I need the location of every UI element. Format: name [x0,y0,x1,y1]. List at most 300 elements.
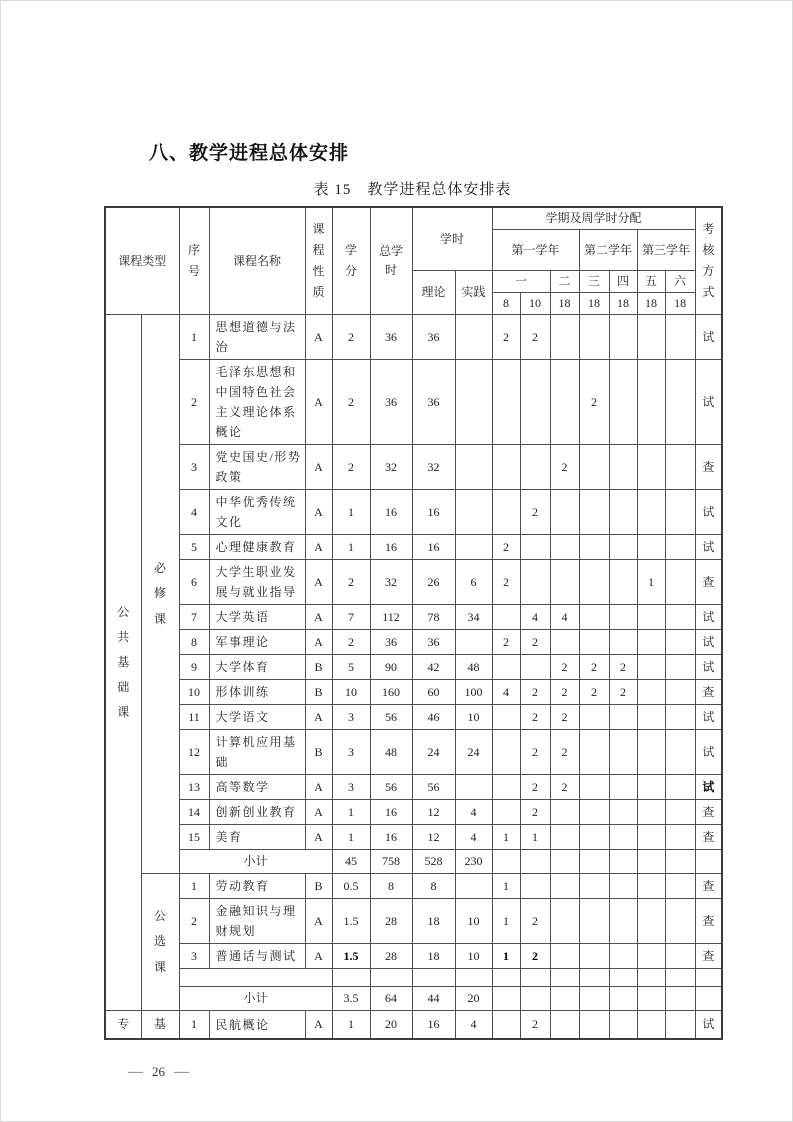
course-row [105,680,722,705]
nature-cell: A [305,490,332,535]
credits-cell: 1 [332,800,370,825]
theory-hours-cell: 18 [412,944,455,969]
theory-hours-cell: 60 [412,680,455,705]
header-course-type: 课程类型 [105,207,179,315]
seq-cell: 3 [179,944,209,969]
semester-hours-cell: 2 [550,680,579,705]
seq-cell: 2 [179,899,209,944]
semester-hours-cell [579,850,609,874]
semester-hours-cell [492,850,520,874]
semester-hours-cell: 2 [520,680,550,705]
header-credits-label: 学分 [345,243,358,278]
theory-hours-cell: 8 [412,874,455,899]
semester-hours-cell [579,535,609,560]
nature-cell: A [305,360,332,445]
header-week-hours-3: 18 [550,293,579,315]
header-sem-5: 五 [637,271,665,293]
header-assessment-label: 考核方式 [702,222,715,299]
semester-hours-cell: 2 [609,680,637,705]
course-subtype-cell-label: 必修课 [153,561,166,626]
semester-hours-cell [609,969,637,987]
semester-hours-cell [492,360,520,445]
total-hours-cell: 36 [370,315,412,360]
semester-hours-cell: 1 [492,825,520,850]
assessment-cell: 查 [695,560,722,605]
semester-hours-cell [550,944,579,969]
course-name-cell: 大学英语 [209,605,305,630]
assessment-cell: 查 [695,680,722,705]
semester-hours-cell: 2 [492,560,520,605]
theory-hours-cell: 56 [412,775,455,800]
semester-hours-cell [665,969,695,987]
theory-hours-cell: 528 [412,850,455,874]
course-row [105,630,722,655]
semester-hours-cell [609,800,637,825]
assessment-cell: 试 [695,705,722,730]
semester-hours-cell [579,705,609,730]
credits-cell: 0.5 [332,874,370,899]
header-week-hours-1: 8 [492,293,520,315]
page-number [128,1064,189,1080]
course-name-cell: 军事理论 [209,630,305,655]
credits-cell: 2 [332,445,370,490]
theory-hours-cell: 12 [412,825,455,850]
course-name-cell: 中华优秀传统文化 [209,490,305,535]
header-year-2: 第二学年 [579,230,637,271]
course-row [105,560,722,605]
course-name-cell: 思想道德与法治 [209,315,305,360]
credits-cell: 1.5 [332,944,370,969]
credits-cell: 1 [332,535,370,560]
semester-hours-cell [579,560,609,605]
header-course-nature [305,207,332,315]
total-hours-cell: 48 [370,730,412,775]
semester-hours-cell [637,850,665,874]
semester-hours-cell: 1 [492,944,520,969]
semester-hours-cell [492,775,520,800]
semester-hours-cell [550,1011,579,1040]
header-week-hours-5: 18 [609,293,637,315]
assessment-cell [695,850,722,874]
semester-hours-cell [609,445,637,490]
semester-hours-cell: 2 [520,490,550,535]
theory-hours-cell: 16 [412,490,455,535]
subtotal-row [105,850,722,874]
seq-cell: 14 [179,800,209,825]
semester-hours-cell [550,490,579,535]
practice-hours-cell [455,490,492,535]
semester-hours-cell [520,874,550,899]
course-subtype-cell [141,874,179,1011]
semester-hours-cell: 4 [492,680,520,705]
assessment-cell: 查 [695,944,722,969]
header-sem-4: 四 [609,271,637,293]
header-assessment [695,207,722,315]
semester-hours-cell: 2 [520,1011,550,1040]
header-total-hours-label: 总学时 [379,243,404,277]
course-name-cell: 计算机应用基础 [209,730,305,775]
semester-hours-cell [609,605,637,630]
nature-cell: A [305,535,332,560]
semester-hours-cell [665,987,695,1011]
semester-hours-cell: 2 [520,705,550,730]
seq-cell: 15 [179,825,209,850]
spacer-cell [179,969,332,987]
assessment-cell [695,987,722,1011]
course-name-cell: 大学生职业发展与就业指导 [209,560,305,605]
course-name-cell: 大学语文 [209,705,305,730]
header-sem-6: 六 [665,271,695,293]
semester-hours-cell: 4 [520,605,550,630]
theory-hours-cell: 16 [412,535,455,560]
seq-cell: 10 [179,680,209,705]
teaching-schedule-table [104,206,723,1040]
course-subtype-cell-label: 公选课 [153,909,166,974]
semester-hours-cell [637,987,665,1011]
credits-cell: 2 [332,315,370,360]
semester-hours-cell: 2 [579,655,609,680]
semester-hours-cell [665,800,695,825]
seq-cell: 7 [179,605,209,630]
practice-hours-cell [455,874,492,899]
assessment-cell: 查 [695,445,722,490]
total-hours-cell: 112 [370,605,412,630]
practice-hours-cell: 24 [455,730,492,775]
course-subtype-cell-label: 基 [153,1017,166,1031]
nature-cell: B [305,680,332,705]
semester-hours-cell [609,825,637,850]
course-name-cell: 创新创业教育 [209,800,305,825]
semester-hours-cell: 2 [520,775,550,800]
semester-hours-cell [579,445,609,490]
header-practice: 实践 [455,271,492,315]
semester-hours-cell [609,1011,637,1040]
semester-hours-cell: 2 [550,730,579,775]
semester-hours-cell: 2 [609,655,637,680]
semester-hours-cell [665,899,695,944]
theory-hours-cell: 32 [412,445,455,490]
header-course-name: 课程名称 [209,207,305,315]
header-credits [332,207,370,315]
practice-hours-cell: 10 [455,899,492,944]
semester-hours-cell [609,490,637,535]
nature-cell: A [305,944,332,969]
practice-hours-cell: 34 [455,605,492,630]
semester-hours-cell [637,490,665,535]
semester-hours-cell [520,969,550,987]
seq-cell: 11 [179,705,209,730]
semester-hours-cell: 1 [492,899,520,944]
semester-hours-cell [520,987,550,1011]
course-row [105,490,722,535]
semester-hours-cell: 2 [492,630,520,655]
semester-hours-cell [492,490,520,535]
total-hours-cell: 16 [370,825,412,850]
total-hours-cell: 16 [370,535,412,560]
course-name-cell: 美育 [209,825,305,850]
course-row [105,705,722,730]
subtotal-label-cell: 小计 [179,987,332,1011]
semester-hours-cell [492,655,520,680]
nature-cell: A [305,560,332,605]
subtotal-label-cell: 小计 [179,850,332,874]
course-subtype-cell [141,1011,179,1040]
practice-hours-cell [455,535,492,560]
semester-hours-cell [550,560,579,605]
header-year-1: 第一学年 [492,230,579,271]
practice-hours-cell: 10 [455,705,492,730]
semester-hours-cell [609,874,637,899]
semester-hours-cell [665,874,695,899]
practice-hours-cell: 6 [455,560,492,605]
course-name-cell: 民航概论 [209,1011,305,1040]
course-type-cell [105,315,141,1011]
seq-cell: 1 [179,315,209,360]
semester-hours-cell [609,775,637,800]
semester-hours-cell [665,360,695,445]
course-name-cell: 金融知识与理财规划 [209,899,305,944]
header-sem-1: 一 [492,271,550,293]
semester-hours-cell: 2 [520,800,550,825]
semester-hours-cell [579,775,609,800]
course-row [105,445,722,490]
semester-hours-cell [492,987,520,1011]
semester-hours-cell [665,850,695,874]
total-hours-cell: 16 [370,800,412,825]
header-week-hours-4: 18 [579,293,609,315]
theory-hours-cell: 44 [412,987,455,1011]
course-row [105,800,722,825]
course-name-cell: 高等数学 [209,775,305,800]
semester-hours-cell [579,1011,609,1040]
course-name-cell: 劳动教育 [209,874,305,899]
credits-cell: 3.5 [332,987,370,1011]
credits-cell: 1 [332,1011,370,1040]
practice-hours-cell [455,360,492,445]
table-caption: 表 15 教学进程总体安排表 [313,182,512,198]
spacer-row [105,969,722,987]
theory-hours-cell: 12 [412,800,455,825]
course-name-cell: 毛泽东思想和中国特色社会主义理论体系概论 [209,360,305,445]
course-type-cell-label: 专 [117,1017,130,1031]
seq-cell: 4 [179,490,209,535]
total-hours-cell: 16 [370,490,412,535]
assessment-cell [695,969,722,987]
credits-cell: 2 [332,560,370,605]
nature-cell: A [305,630,332,655]
semester-hours-cell [550,800,579,825]
semester-hours-cell [520,850,550,874]
semester-hours-cell [609,535,637,560]
semester-hours-cell: 1 [637,560,665,605]
theory-hours-cell: 36 [412,315,455,360]
semester-hours-cell [579,825,609,850]
credits-cell: 3 [332,730,370,775]
semester-hours-cell [550,630,579,655]
credits-cell: 2 [332,630,370,655]
course-name-cell: 党史国史/形势政策 [209,445,305,490]
practice-hours-cell: 48 [455,655,492,680]
semester-hours-cell [609,630,637,655]
credits-cell: 45 [332,850,370,874]
header-semester-distribution: 学期及周学时分配 [492,207,695,230]
total-hours-cell: 36 [370,630,412,655]
semester-hours-cell [637,899,665,944]
course-row [105,899,722,944]
total-hours-cell: 758 [370,850,412,874]
practice-hours-cell: 10 [455,944,492,969]
assessment-cell: 试 [695,655,722,680]
seq-cell: 6 [179,560,209,605]
semester-hours-cell [579,315,609,360]
course-name-cell: 大学体育 [209,655,305,680]
seq-cell: 13 [179,775,209,800]
course-row [105,775,722,800]
header-year-3: 第三学年 [637,230,695,271]
semester-hours-cell [637,445,665,490]
seq-cell: 1 [179,1011,209,1040]
semester-hours-cell: 4 [550,605,579,630]
assessment-cell: 试 [695,490,722,535]
nature-cell: A [305,605,332,630]
semester-hours-cell [637,800,665,825]
semester-hours-cell [492,445,520,490]
semester-hours-cell [637,535,665,560]
assessment-cell: 查 [695,899,722,944]
semester-hours-cell [637,655,665,680]
semester-hours-cell [550,825,579,850]
semester-hours-cell: 2 [492,315,520,360]
semester-hours-cell [637,775,665,800]
theory-hours-cell [412,969,455,987]
semester-hours-cell [665,730,695,775]
credits-cell: 3 [332,775,370,800]
semester-hours-cell [637,1011,665,1040]
header-hours: 学时 [412,207,492,271]
semester-hours-cell [665,655,695,680]
semester-hours-cell [665,825,695,850]
total-hours-cell: 28 [370,899,412,944]
semester-hours-cell: 2 [520,899,550,944]
seq-cell: 12 [179,730,209,775]
credits-cell: 1.5 [332,899,370,944]
semester-hours-cell [665,705,695,730]
semester-hours-cell [579,899,609,944]
nature-cell: A [305,315,332,360]
course-row [105,1011,722,1040]
course-row [105,730,722,775]
semester-hours-cell [492,1011,520,1040]
nature-cell: B [305,730,332,775]
credits-cell: 3 [332,705,370,730]
semester-hours-cell [665,560,695,605]
semester-hours-cell: 2 [579,680,609,705]
semester-hours-cell [609,987,637,1011]
practice-hours-cell [455,630,492,655]
semester-hours-cell [492,730,520,775]
header-seq-no [179,207,209,315]
semester-hours-cell [637,705,665,730]
credits-cell [332,969,370,987]
header-week-hours-6: 18 [637,293,665,315]
course-name-cell: 心理健康教育 [209,535,305,560]
semester-hours-cell: 2 [520,630,550,655]
semester-hours-cell [520,655,550,680]
semester-hours-cell: 2 [492,535,520,560]
assessment-cell: 查 [695,825,722,850]
assessment-cell: 查 [695,800,722,825]
semester-hours-cell [579,987,609,1011]
total-hours-cell: 90 [370,655,412,680]
semester-hours-cell [637,944,665,969]
theory-hours-cell: 36 [412,630,455,655]
semester-hours-cell [665,680,695,705]
semester-hours-cell [579,490,609,535]
semester-hours-cell [665,630,695,655]
course-row [105,944,722,969]
footer-dash-right: — [174,1063,189,1080]
nature-cell: A [305,705,332,730]
header-total-hours [370,207,412,315]
credits-cell: 1 [332,825,370,850]
semester-hours-cell [579,874,609,899]
seq-cell: 8 [179,630,209,655]
semester-hours-cell [550,899,579,944]
nature-cell: B [305,655,332,680]
semester-hours-cell [609,899,637,944]
semester-hours-cell [492,969,520,987]
semester-hours-cell [637,315,665,360]
nature-cell: A [305,899,332,944]
semester-hours-cell: 2 [520,730,550,775]
theory-hours-cell: 18 [412,899,455,944]
total-hours-cell: 32 [370,445,412,490]
course-type-cell-label: 公共基础课 [117,604,130,720]
credits-cell: 5 [332,655,370,680]
header-theory: 理论 [412,271,455,315]
course-row [105,874,722,899]
header-sem-2: 二 [550,271,579,293]
assessment-cell: 试 [695,1011,722,1040]
assessment-cell: 试 [695,630,722,655]
semester-hours-cell [637,874,665,899]
footer-dash-left: — [128,1063,143,1080]
semester-hours-cell [579,630,609,655]
seq-cell: 3 [179,445,209,490]
semester-hours-cell [579,800,609,825]
semester-hours-cell: 2 [520,315,550,360]
theory-hours-cell: 24 [412,730,455,775]
theory-hours-cell: 46 [412,705,455,730]
nature-cell: A [305,1011,332,1040]
course-row [105,535,722,560]
practice-hours-cell: 20 [455,987,492,1011]
semester-hours-cell [579,944,609,969]
semester-hours-cell [579,969,609,987]
semester-hours-cell [520,360,550,445]
practice-hours-cell: 4 [455,1011,492,1040]
header-seq-no-label: 序号 [188,243,201,278]
section-heading: 八、教学进程总体安排 [149,143,350,164]
seq-cell: 1 [179,874,209,899]
total-hours-cell: 20 [370,1011,412,1040]
practice-hours-cell [455,315,492,360]
assessment-cell: 试 [695,730,722,775]
semester-hours-cell [550,360,579,445]
semester-hours-cell [665,775,695,800]
credits-cell: 1 [332,490,370,535]
semester-hours-cell [665,605,695,630]
